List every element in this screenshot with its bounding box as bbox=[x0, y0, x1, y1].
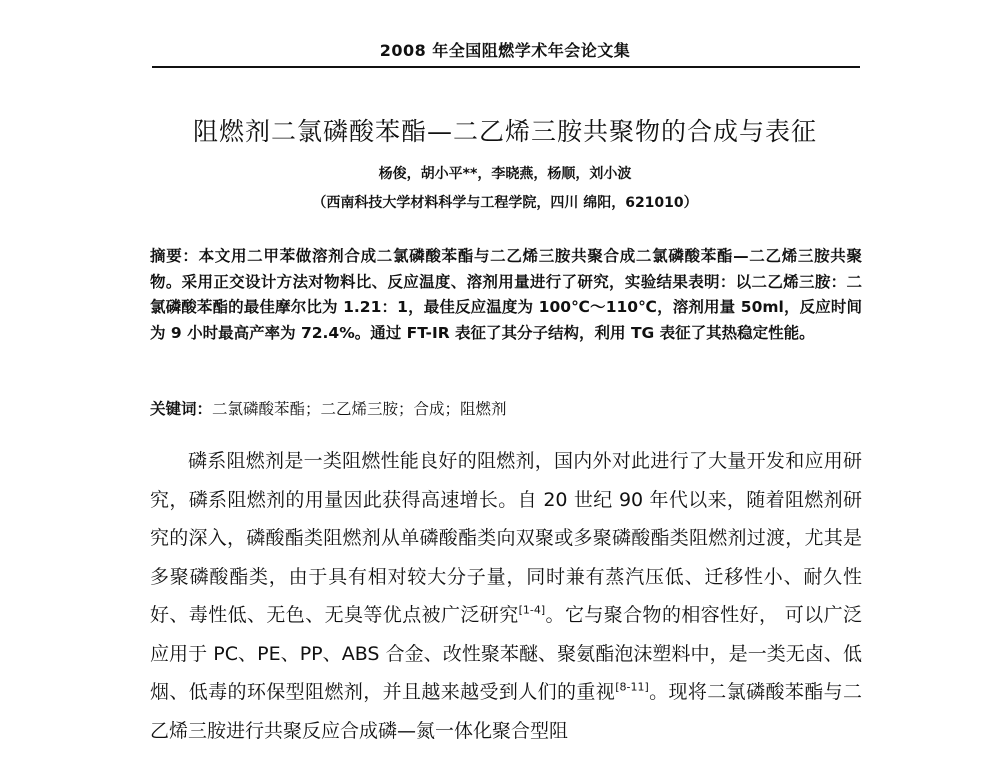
affiliation: （西南科技大学材料科学与工程学院，四川 绵阳，621010） bbox=[312, 195, 698, 211]
abstract: 摘要：本文用二甲苯做溶剂合成二氯磷酸苯酯与二乙烯三胺共聚合成二氯磷酸苯酯—二乙烯三胺共聚物。采用正交设计方法对物料比、反应温度、溶剂用量进行了研究，实验结果表明：以二乙烯三胺：二氯磷酸苯酯的最佳摩尔比为 1.21：1，最佳反应温度为 100℃～110℃，溶剂用量 50ml，反应时间为 9 小时最高产率为 72.4%。通过 FT-IR 表征了其分子结构，利用 TG 表征了其热稳定性能。 bbox=[150, 247, 862, 342]
header-rule bbox=[152, 66, 860, 68]
paragraph-text-2: 。它与聚合物的相容性好， 可以广泛应用于 PC、PE、PP、ABS 合金、改性聚苯醚、聚氨酯泡沫塑料中，是一类无卤、低烟、低毒的环保型阻燃剂，并且越来越受到人们的重视 bbox=[150, 604, 862, 703]
paragraph-text-3: 。现将二氯磷酸苯酯与二乙烯三胺进行共聚反应合成磷—氮一体化聚合型阻 bbox=[150, 681, 862, 742]
citation-8-11: [8-11] bbox=[615, 680, 649, 694]
paragraph-text-1: 磷系阻燃剂是一类阻燃性能良好的阻燃剂，国内外对此进行了大量开发和应用研究，磷系阻燃剂的用量因此获得高速增长。自 20 世纪 90 年代以来，随着阻燃剂研究的深入，磷酸酯类阻燃剂从单磷酸酯类向双聚或多聚磷酸酯类阻燃剂过渡，尤其是多聚磷酸酯类，由于具有相对较大分子量，同时兼有蒸汽压低、迁移性小、耐久性好、毒性低、无色、无臭等优点被广泛研究 bbox=[150, 450, 862, 626]
keywords-line bbox=[150, 397, 862, 422]
author-list: 杨俊，胡小平**，李晓燕，杨顺，刘小波 bbox=[378, 166, 632, 182]
keywords-label: 关键词： bbox=[150, 400, 213, 418]
body-paragraph bbox=[150, 442, 862, 750]
citation-1-4: [1-4] bbox=[518, 603, 546, 617]
running-header: 2008 年全国阻燃学术年会论文集 bbox=[379, 41, 631, 60]
paper-title: 阻燃剂二氯磷酸苯酯—二乙烯三胺共聚物的合成与表征 bbox=[192, 117, 817, 146]
keywords-list: 二氯磷酸苯酯；二乙烯三胺；合成；阻燃剂 bbox=[212, 400, 507, 418]
body-text bbox=[150, 442, 862, 750]
